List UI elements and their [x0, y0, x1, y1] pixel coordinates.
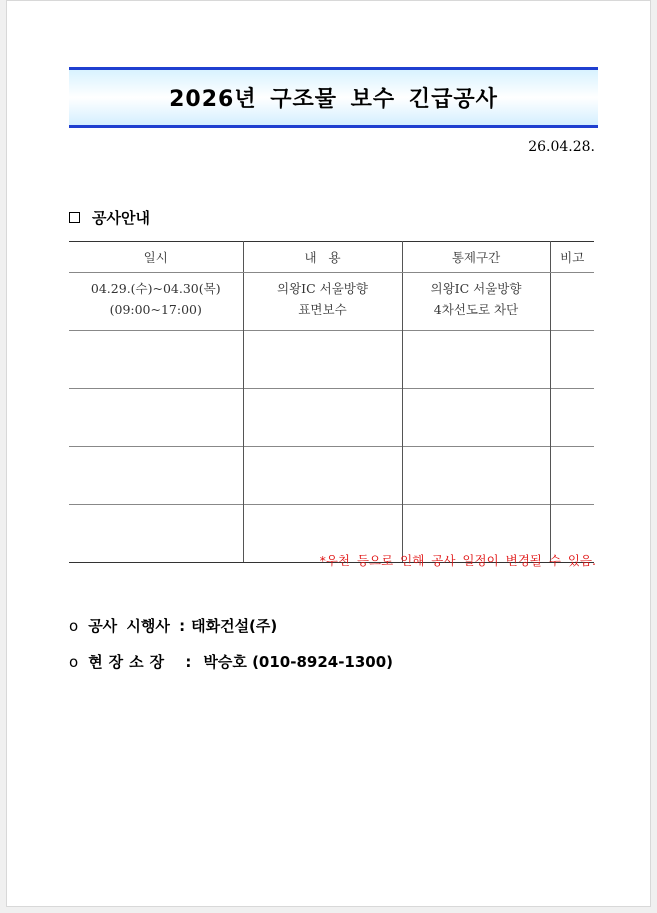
table-row — [69, 389, 594, 447]
table-row — [69, 273, 594, 331]
bullet-icon: o — [69, 617, 79, 635]
contractor-label: 공사 시행사 : — [88, 617, 186, 635]
schedule-table — [69, 241, 594, 563]
cell-remarks — [550, 331, 594, 389]
cell-content — [243, 331, 402, 389]
cell-remarks — [550, 447, 594, 505]
document-date: 26.04.28. — [528, 139, 595, 155]
document-page — [6, 0, 651, 907]
cell-date — [69, 389, 243, 447]
cell-control-zone — [402, 331, 550, 389]
header-remarks: 비고 — [550, 242, 594, 273]
cell-date — [69, 447, 243, 505]
header-control-zone: 통제구간 — [402, 242, 550, 273]
manager-value: 박승호 (010-8924-1300) — [203, 653, 394, 671]
cell-content — [243, 389, 402, 447]
cell-content — [243, 273, 402, 331]
cell-control-zone — [402, 389, 550, 447]
cell-remarks — [550, 273, 594, 331]
cell-date — [69, 505, 243, 563]
cell-control-line2: 4차선도로 차단 — [433, 302, 519, 317]
cell-remarks — [550, 389, 594, 447]
cell-control-zone — [402, 273, 550, 331]
section-heading — [69, 207, 150, 228]
header-date: 일시 — [69, 242, 243, 273]
bullet-icon: o — [69, 653, 79, 671]
title-banner — [69, 67, 598, 128]
weather-notice: *우천 등으로 인해 공사 일정이 변경될 수 있음. — [319, 553, 596, 568]
cell-content-line2: 표면보수 — [298, 302, 347, 317]
table-row — [69, 447, 594, 505]
cell-content — [243, 447, 402, 505]
cell-date — [69, 273, 243, 331]
header-content: 내 용 — [243, 242, 402, 273]
cell-date-line2: (09:00~17:00) — [109, 302, 202, 317]
table-row — [69, 331, 594, 389]
manager-line — [69, 651, 393, 672]
cell-date — [69, 331, 243, 389]
contractor-line — [69, 615, 277, 636]
page-title: 2026년 구조물 보수 긴급공사 — [169, 87, 498, 112]
table-header-row — [69, 242, 594, 273]
section-heading-label: 공사안내 — [92, 209, 150, 227]
cell-control-zone — [402, 447, 550, 505]
cell-content-line1: 의왕IC 서울방향 — [277, 281, 368, 296]
checkbox-icon — [69, 212, 80, 223]
cell-control-line1: 의왕IC 서울방향 — [430, 281, 522, 296]
contractor-value: 태화건설(주) — [191, 617, 278, 635]
cell-date-line1: 04.29.(수)~04.30(목) — [90, 281, 221, 296]
manager-label: 현장소장 : — [88, 653, 198, 671]
